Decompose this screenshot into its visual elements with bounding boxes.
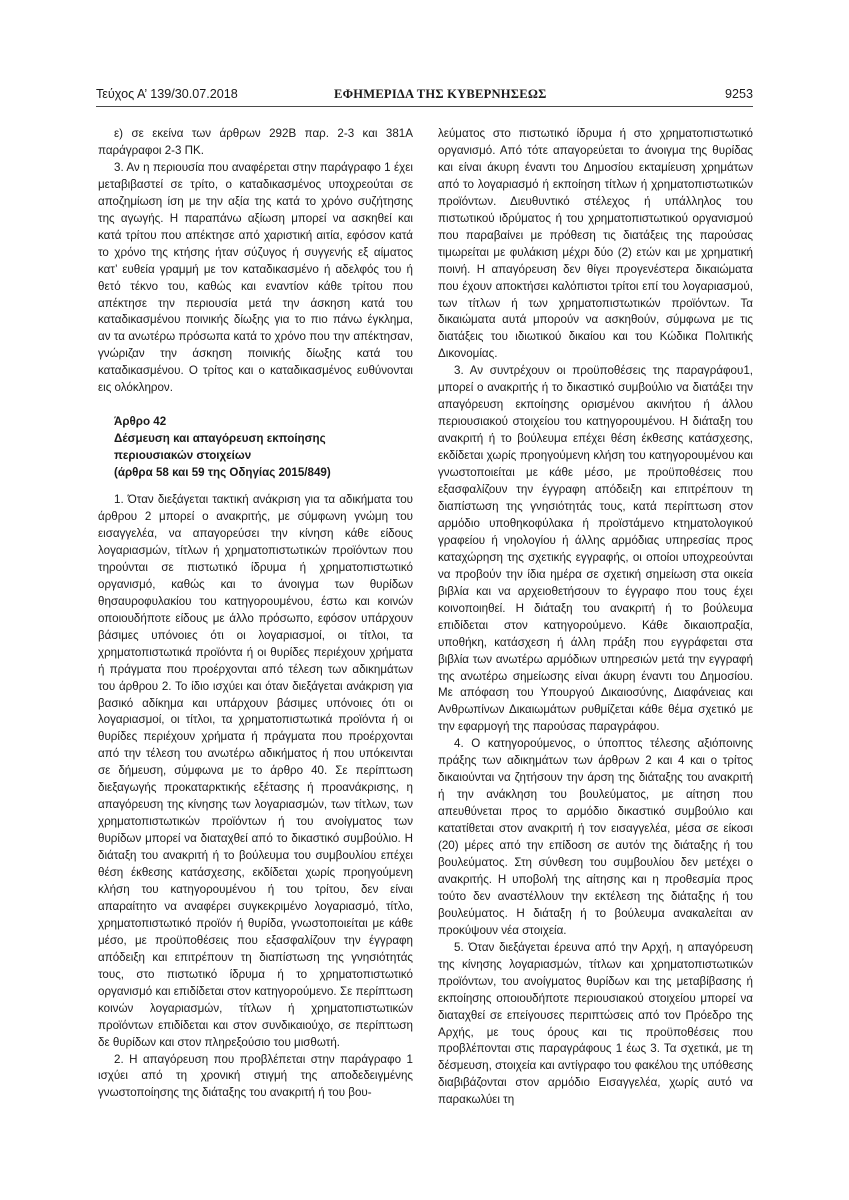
issue-reference: Τεύχος Α’ 139/30.07.2018	[96, 87, 238, 101]
paragraph-3: 3. Αν συντρέχουν οι προϋποθέσεις της παραγράφου1, μπορεί ο ανακριτής ή το δικαστικό συμβούλιο να διατάξει την απαγόρευση εκποίησης ορισμένου ακινήτου ή άλλου περιουσιακού στοιχείου του κατηγορουμένου. Η διάταξη του ανακριτή ή το βούλευμα επέχει θέση έκθεσης κατάσχεσης, εκδίδεται χωρίς προηγούμενη κλήση του κατηγορουμένου και γνωστοποιείται με κάθε μέσο, με προϋποθέσεις που εξασφαλίζουν την έγγραφη απόδειξη και επιτρέπουν τη διαπίστωση της γνησιότητάς τους, κατά περίπτωση στον αρμόδιο υποθηκοφύλακα ή προϊστάμενο κτηματολογικού γραφείου ή νηολογίου ή άλλης αρμόδιας υπηρεσίας προς καταχώρηση της σχετικής εγγραφής, οι οποίοι υποχρεούνται να προβούν την ίδια ημέρα σε σχετική σημείωση στα οικεία βιβλία και να αρχειοθετήσουν το έγγραφο που τους έχει κοινοποιηθεί. Η διάταξη του ανακριτή ή το βούλευμα επιδίδεται στον κατηγορούμενο. Κάθε δικαιοπραξία, υποθήκη, κατάσχεση ή άλλη πράξη που εγγράφεται στα βιβλία των ανωτέρω αρμόδιων υπηρεσιών μετά την εγγραφή της ανωτέρω σημείωσης είναι άκυρη έναντι του Δημοσίου. Με απόφαση του Υπουργού Δικαιοσύνης, Διαφάνειας και Ανθρωπίνων Δικαιωμάτων ρυθμίζεται κάθε θέμα σχετικό με την εφαρμογή της παρούσας παραγράφου.	[438, 364, 753, 734]
right-column	[438, 126, 753, 1109]
article-number: Άρθρο 42	[114, 415, 167, 429]
gazette-title: ΕΦΗΜΕΡΙΔΑ ΤΗΣ ΚΥΒΕΡΝΗΣΕΩΣ	[334, 87, 547, 101]
article-title-line-3: (άρθρα 58 και 59 της Οδηγίας 2015/849)	[114, 466, 331, 480]
paragraph-1: 1. Όταν διεξάγεται τακτική ανάκριση για τα αδικήματα του άρθρου 2 μπορεί ο ανακριτής, με σύμφωνη γνώμη του εισαγγελέα, να απαγορεύσει την κίνηση κάθε είδους λογαριασμών, τίτλων ή χρηματοπιστωτικών προϊόντων που τηρούνται σε πιστωτικό ίδρυμα ή χρηματοπιστωτικό οργανισμό, καθώς και το άνοιγμα των θυρίδων θησαυροφυλακίου του κατηγορουμένου, έστω και κοινών οποιουδήποτε είδους με άλλο πρόσωπο, εφόσον υπάρχουν βάσιμες υπόνοιες ότι οι λογαριασμοί, οι τίτλοι, τα χρηματοπιστωτικά προϊόντα ή οι θυρίδες περιέχουν χρήματα ή πράγματα που προέρχονται από τέλεση των αδικημάτων του άρθρου 2. Το ίδιο ισχύει και όταν διεξάγεται ανάκριση για βασικό αδίκημα και υπάρχουν βάσιμες υπόνοιες ότι οι λογαριασμοί, οι τίτλοι, τα χρηματοπιστωτικά προϊόντα ή οι θυρίδες περιέχουν χρήματα ή πράγματα που προέρχονται από την τέλεση του ανωτέρω αδικήματος ή που υπόκεινται σε δήμευση, σύμφωνα με το άρθρο 40. Σε περίπτωση διεξαγωγής προκαταρκτικής εξέτασης ή προανάκρισης, η απαγόρευση της κίνησης των λογαριασμών, των τίτλων, των χρηματοπιστωτικών προϊόντων ή του ανοίγματος των θυρίδων μπορεί να διαταχθεί από το δικαστικό συμβούλιο. Η διάταξη του ανακριτή ή το βούλευμα του συμβουλίου επέχει θέση έκθεσης κατάσχεσης, εκδίδεται χωρίς προηγούμενη κλήση του κατηγορουμένου ή του τρίτου, δεν είναι απαραίτητο να αναφέρει συγκεκριμένο λογαριασμό, τίτλο, χρηματοπιστωτικό προϊόν ή θυρίδα, γνωστοποιείται με κάθε μέσο, με προϋποθέσεις που εξασφαλίζουν την έγγραφη απόδειξη και επιτρέπουν τη διαπίστωση της γνησιότητάς τους, στο πιστωτικό ίδρυμα ή το χρηματοπιστωτικό οργανισμό και επιδίδεται στον κατηγορούμενο. Σε περίπτωση κοινών λογαριασμών, τίτλων ή χρηματοπιστωτικών προϊόντων επιδίδεται και στον συνδικαιούχο, σε περίπτωση δε θυρίδων και στον πληρεξούσιο του μισθωτή.	[98, 493, 413, 1049]
paragraph-3: 3. Αν η περιουσία που αναφέρεται στην παράγραφο 1 έχει μεταβιβαστεί σε τρίτο, ο καταδικασμένος υποχρεούται σε αποζημίωση ίση με την αξία της κατά το χρόνο συζήτησης της αγωγής. Η παραπάνω αξίωση μπορεί να ασκηθεί και κατά τρίτου που απέκτησε από χαριστική αιτία, εφόσον κατά το χρόνο της κτήσης ήταν σύζυγος ή συγγενής εξ αίματος κατ’ ευθεία γραμμή με τον καταδικασμένο ή αδελφός του ή θετό τέκνο του, καθώς και εναντίον κάθε τρίτου που απέκτησε την περιουσία μετά την άσκηση κατά του καταδικασμένου ποινικής δίωξης για το πιο πάνω έγκλημα, αν τα ανωτέρω πρόσωπα κατά το χρόνο που την απέκτησαν, γνώριζαν την άσκηση ποινικής δίωξης κατά του καταδικασμένου. Ο τρίτος και ο καταδικασμένος ευθύνονται εις ολόκληρον.	[98, 160, 413, 395]
page-number: 9253	[724, 87, 753, 101]
paragraph-2-start: 2. Η απαγόρευση που προβλέπεται στην παράγραφο 1 ισχύει από τη χρονική στιγμή της αποδεδειγμένης γνωστοποίησης της διάταξης του ανακριτή ή του βου-	[98, 1052, 413, 1100]
paragraph-4: 4. Ο κατηγορούμενος, ο ύποπτος τέλεσης αξιόποινης πράξης των αδικημάτων των άρθρων 2 και 4 και ο τρίτος δικαιούνται να ζητήσουν την άρση της διάταξης του ανακριτή ή την ανάκληση του βουλεύματος, με αίτηση που απευθύνεται προς το αρμόδιο δικαστικό συμβούλιο και κατατίθεται στον ανακριτή ή τον εισαγγελέα, μέσα σε είκοσι (20) μέρες από την επίδοση σε αυτόν της διάταξης ή του βουλεύματος. Στη σύνθεση του συμβουλίου δεν μετέχει ο ανακριτής. Η υποβολή της αίτησης και η προθεσμία προς τούτο δεν αναστέλλουν την εκτέλεση της διάταξης ή του βουλεύματος. Η διάταξη ή το βούλευμα ανακαλείται αν προκύψουν νέα στοιχεία.	[438, 737, 753, 937]
article-title-line-1: Δέσμευση και απαγόρευση εκποίησης	[114, 432, 326, 446]
header-rule	[96, 106, 753, 107]
paragraph-e: ε) σε εκείνα των άρθρων 292Β παρ. 2-3 και 381Α παράγραφοι 2-3 ΠΚ.	[98, 127, 413, 157]
paragraph-5: 5. Όταν διεξάγεται έρευνα από την Αρχή, η απαγόρευση της κίνησης λογαριασμών, τίτλων και χρηματοπιστωτικών προϊόντων, του ανοίγματος θυρίδων και της μεταβίβασης ή εκποίησης οποιουδήποτε περιουσιακού στοιχείου μπορεί να διαταχθεί σε επείγουσες περιπτώσεις από τον Πρόεδρο της Αρχής, με τους όρους και τις προϋποθέσεις που προβλέπονται στις παραγράφους 1 έως 3. Τα σχετικά, με τη δέσμευση, στοιχεία και αντίγραφο του φακέλου της υπόθεσης διαβιβάζονται στον αρμόδιο Εισαγγελέα, χωρίς αυτό να παρακωλύει τη	[438, 940, 753, 1107]
paragraph-2-continued: λεύματος στο πιστωτικό ίδρυμα ή στο χρηματοπιστωτικό οργανισμό. Από τότε απαγορεύεται το άνοιγμα της θυρίδας και είναι άκυρη έναντι του Δημοσίου εκταμίευση χρημάτων από το λογαριασμό ή εκποίηση τίτλων ή χρηματοπιστωτικών προϊόντων. Διευθυντικό στέλεχος ή υπάλληλος του πιστωτικού ιδρύματος ή του χρηματοπιστωτικού οργανισμού που παραβαίνει με πρόθεση τις διατάξεις της παρούσας τιμωρείται με φυλάκιση μέχρι δύο (2) ετών και με χρηματική ποινή. Η απαγόρευση δεν θίγει προγενέστερα δικαιώματα που έχουν αποκτήσει καλόπιστοι τρίτοι επί του λογαριασμού, των τίτλων ή των χρηματοπιστωτικών προϊόντων. Τα δικαιώματα αυτά μπορούν να ασκηθούν, σύμφωνα με τις διατάξεις του ιδιωτικού δικαίου και του Κώδικα Πολιτικής Δικονομίας.	[438, 127, 753, 361]
section-gap	[98, 397, 413, 414]
article-heading	[114, 414, 413, 482]
article-title-line-2: περιουσιακών στοιχείων	[114, 449, 252, 463]
left-column	[98, 126, 413, 1102]
